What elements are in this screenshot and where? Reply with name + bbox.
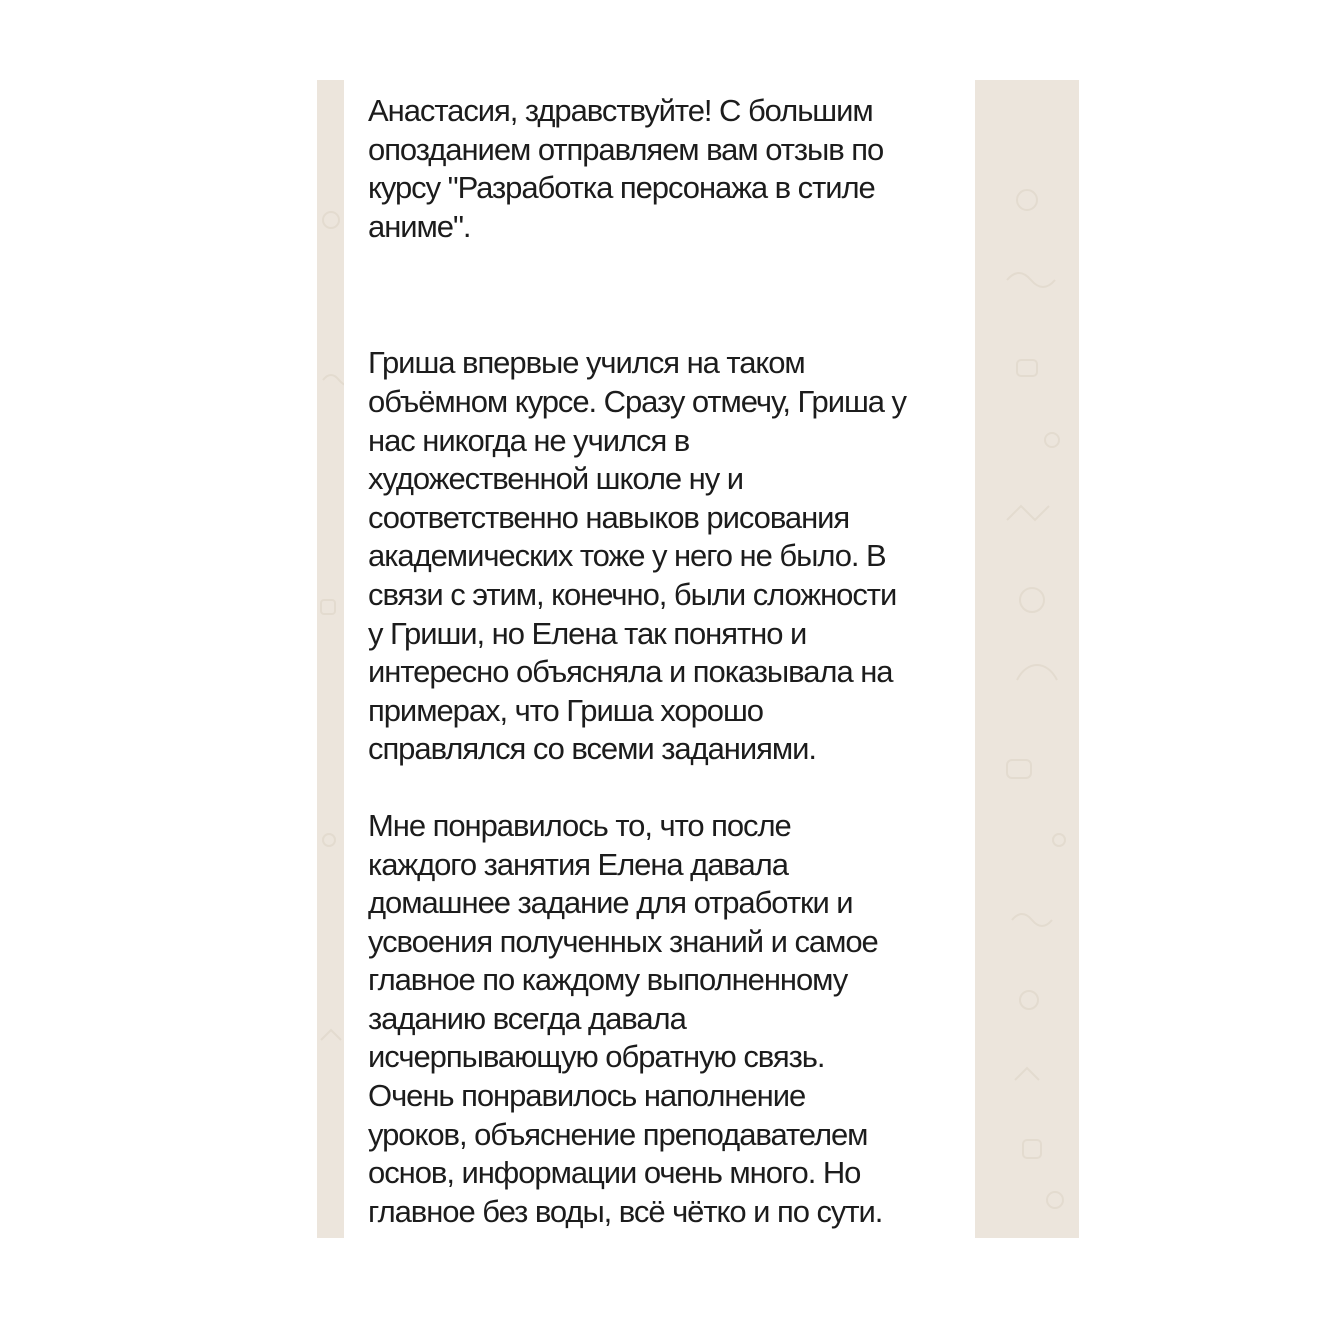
message-paragraph-greeting: Анастасия, здравствуйте! С большим опозданием отправляем вам отзыв по курсу "Разработка персонажа в стиле аниме". xyxy=(368,93,884,244)
chat-wallpaper xyxy=(317,80,1079,1238)
message-paragraph-course-experience: Гриша впервые учился на таком объёмном курсе. Сразу отмечу, Гриша у нас никогда не учился в художественной школе ну и соответственно навыков рисования академических тоже у него не было. В связи с этим, конечно, были сложности у Гриши, но Елена так понятно и интересно объясняла и показывала на примерах, что Гриша хорошо справлялся со всеми заданиями. xyxy=(368,345,906,767)
message-bubble xyxy=(344,80,975,1238)
message-paragraph-feedback: Мне понравилось то, что после каждого занятия Елена давала домашнее задание для отработки и усвоения полученных знаний и самое главное по каждому выполненному заданию всегда давала исчерпывающую обратную связь. Очень понравилось наполнение уроков, объяснение преподавателем основ, информации очень много. Но главное без воды, всё чётко и по сути. xyxy=(368,807,883,1229)
